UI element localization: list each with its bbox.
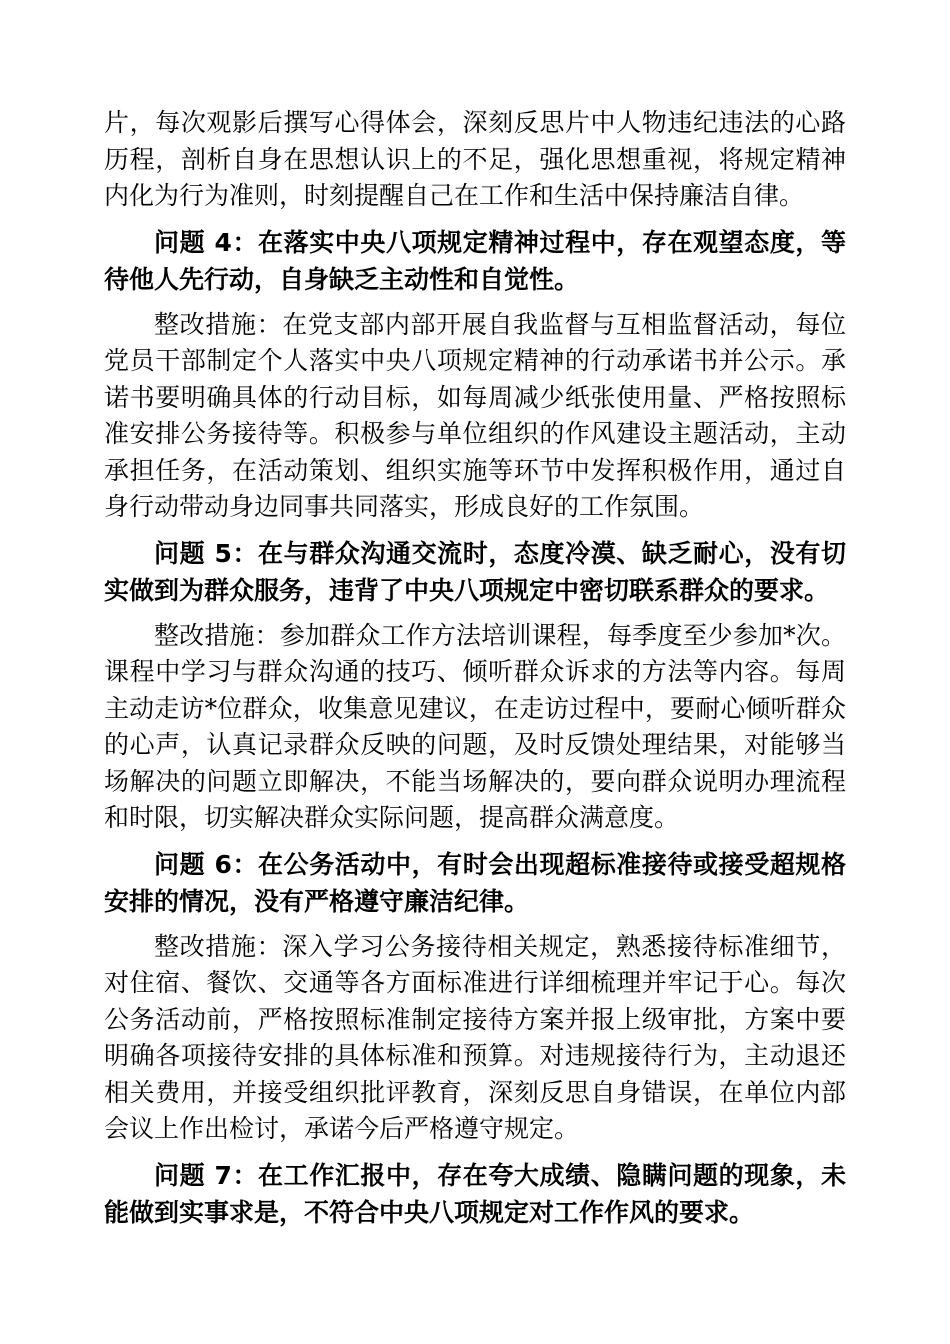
problem-5-measures: 整改措施：参加群众工作方法培训课程，每季度至少参加*次。课程中学习与群众沟通的技巧、倾听群众诉求的方法等内容。每周主动走访*位群众，收集意见建议，在走访过程中，要耐心倾听群众的心声，认真记录群众反映的问题，及时反馈处理结果，对能够当场解决的问题立即解决，不能当场解决的，要向群众说明办理流程和时限，切实解决群众实际问题，提高群众满意度。	[104, 620, 846, 832]
document-page	[104, 105, 846, 1240]
problem-7-heading: 问题 7：在工作汇报中，存在夸大成绩、隐瞒问题的现象，未能做到实事求是，不符合中央八项规定对工作作风的要求。	[104, 1160, 846, 1227]
paragraph-continuation: 片，每次观影后撰写心得体会，深刻反思片中人物违纪违法的心路历程，剖析自身在思想认识上的不足，强化思想重视，将规定精神内化为行为准则，时刻提醒自己在工作和生活中保持廉洁自律。	[104, 108, 846, 210]
problem-6-heading: 问题 6：在公务活动中，有时会出现超标准接待或接受超规格安排的情况，没有严格遵守廉洁纪律。	[104, 849, 846, 916]
problem-5-heading: 问题 5：在与群众沟通交流时，态度冷漠、缺乏耐心，没有切实做到为群众服务，违背了中央八项规定中密切联系群众的要求。	[104, 538, 846, 605]
problem-4-heading: 问题 4：在落实中央八项规定精神过程中，存在观望态度，等待他人先行动，自身缺乏主动性和自觉性。	[104, 227, 846, 294]
problem-6-measures: 整改措施：深入学习公务接待相关规定，熟悉接待标准细节，对住宿、餐饮、交通等各方面标准进行详细梳理并牢记于心。每次公务活动前，严格按照标准制定接待方案并报上级审批，方案中要明确各项接待安排的具体标准和预算。对违规接待行为，主动退还相关费用，并接受组织批评教育，深刻反思自身错误，在单位内部会议上作出检讨，承诺今后严格遵守规定。	[104, 931, 846, 1143]
problem-4-measures: 整改措施：在党支部内部开展自我监督与互相监督活动，每位党员干部制定个人落实中央八项规定精神的行动承诺书并公示。承诺书要明确具体的行动目标，如每周减少纸张使用量、严格按照标准安排公务接待等。积极参与单位组织的作风建设主题活动，主动承担任务，在活动策划、组织实施等环节中发挥积极作用，通过自身行动带动身边同事共同落实，形成良好的工作氛围。	[104, 309, 846, 521]
